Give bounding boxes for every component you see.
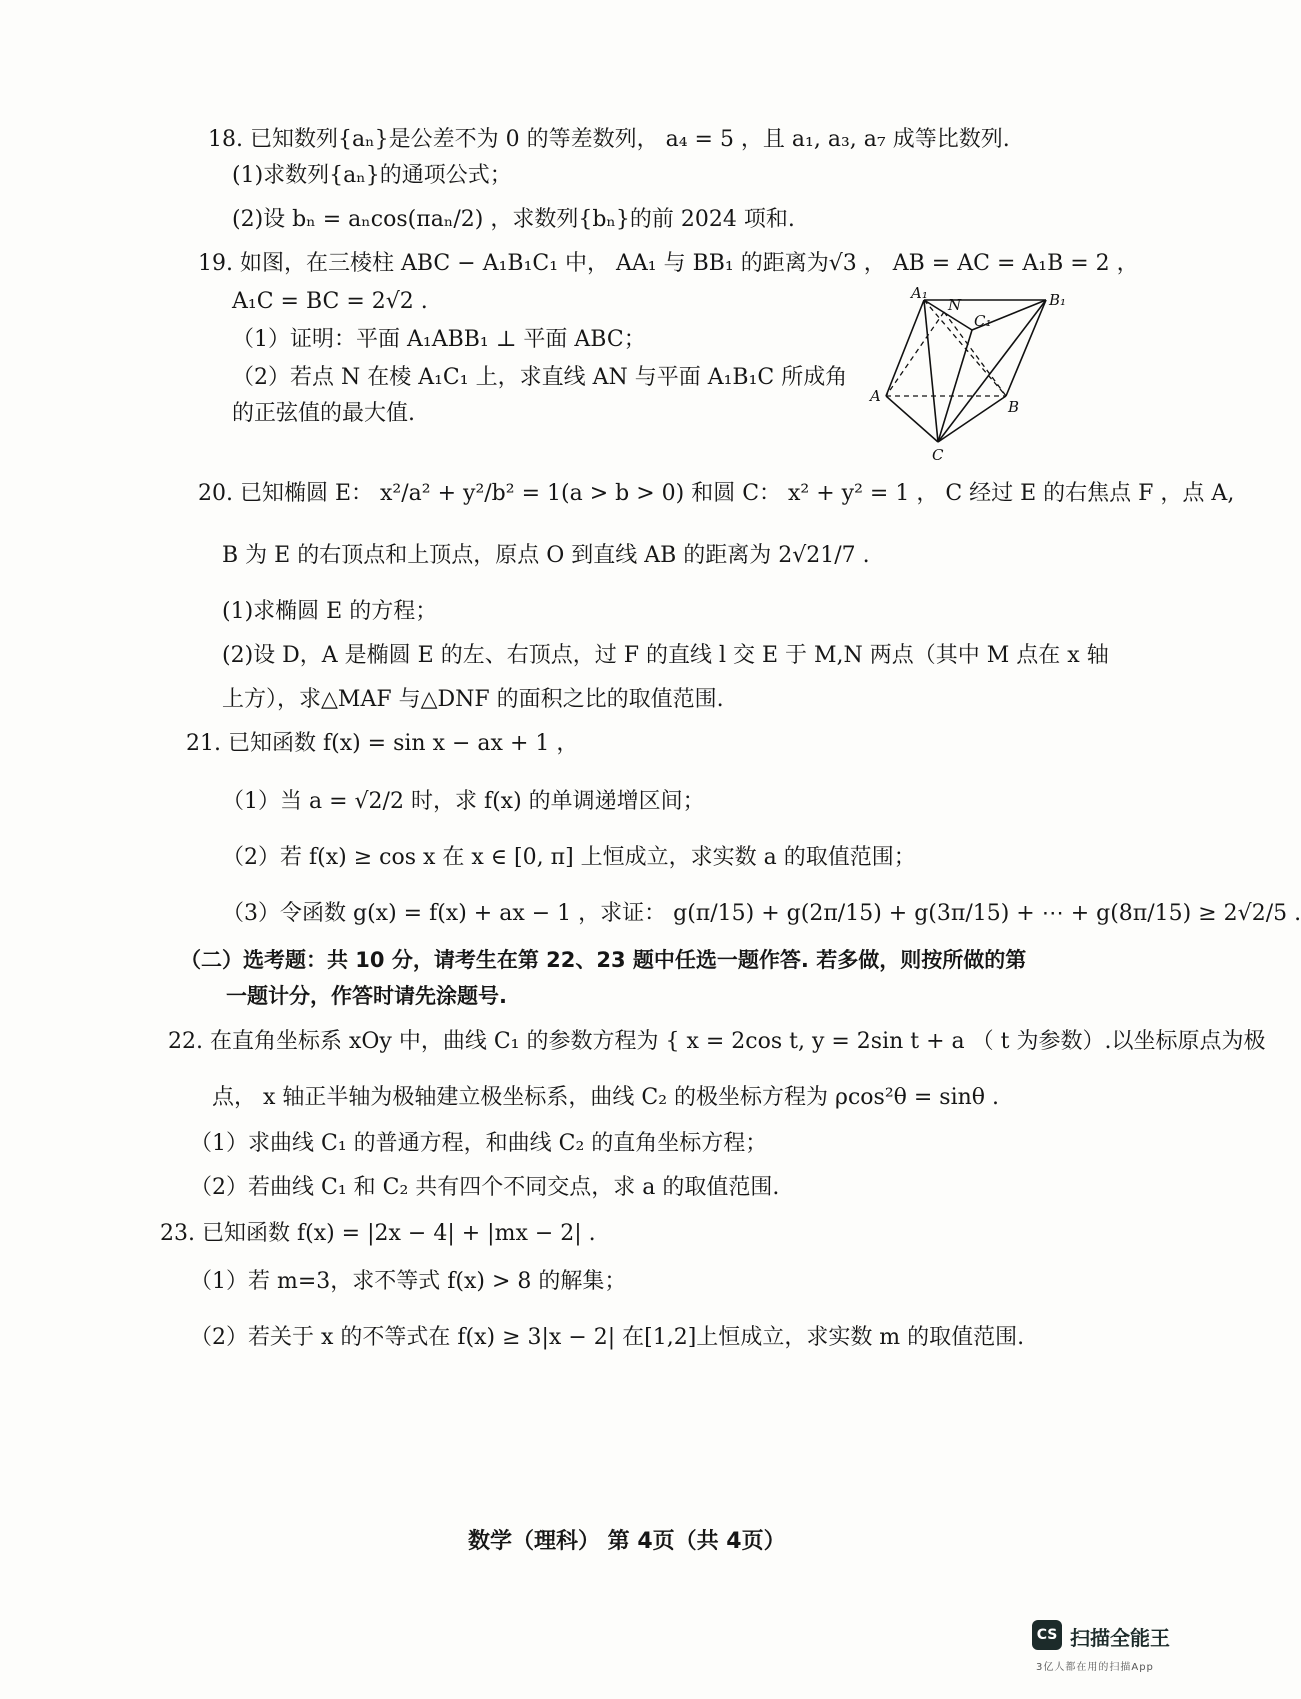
label-c1: C₁: [974, 312, 992, 330]
problem-19-part-1: （1）证明：平面 A₁ABB₁ ⊥ 平面 ABC；: [232, 327, 646, 352]
problem-19-stem: 19. 如图，在三棱柱 ABC − A₁B₁C₁ 中， AA₁ 与 BB₁ 的距离为√3 ， AB = AC = A₁B = 2 ，: [198, 251, 1139, 276]
label-b: B: [1008, 398, 1020, 416]
problem-20-stem: 20. 已知椭圆 E： x²/a² + y²/b² = 1(a > b > 0) 和圆 C： x² + y² = 1 ， C 经过 E 的右焦点 F ，点 A,: [198, 481, 1235, 506]
scanner-watermark: [1032, 1620, 1192, 1690]
scanner-tagline: 3亿人都在用的扫描App: [1036, 1662, 1154, 1673]
problem-23-part-2: （2）若关于 x 的不等式在 f(x) ≥ 3|x − 2| 在[1,2]上恒成立，求实数 m 的取值范围.: [190, 1325, 1025, 1350]
edge-a1c: [924, 300, 938, 442]
label-c: C: [932, 446, 944, 464]
label-b1: B₁: [1049, 291, 1067, 309]
problem-23-part-1: （1）若 m=3，求不等式 f(x) > 8 的解集；: [190, 1269, 627, 1294]
problem-19-stem-2: A₁C = BC = 2√2 .: [232, 289, 428, 314]
edge-c1c: [938, 330, 972, 442]
problem-18-part-1: (1)求数列{aₙ}的通项公式；: [232, 163, 512, 188]
label-a1: A₁: [911, 284, 928, 302]
problem-20-part-1: (1)求椭圆 E 的方程；: [222, 599, 438, 624]
edge-ac: [886, 396, 938, 442]
scanner-app-name: 扫描全能王: [1070, 1626, 1170, 1650]
problem-22-stem: 22. 在直角坐标系 xOy 中，曲线 C₁ 的参数方程为 { x = 2cos t, y = 2sin t + a （ t 为参数）.以坐标原点为极: [168, 1029, 1266, 1054]
problem-19-part-2a: （2）若点 N 在棱 A₁C₁ 上，求直线 AN 与平面 A₁B₁C 所成角: [232, 365, 848, 390]
section-2-heading: （二）选考题：共 10 分，请考生在第 22、23 题中任选一题作答. 若多做，则按所做的第: [180, 948, 1027, 972]
problem-20-part-2a: (2)设 D，A 是椭圆 E 的左、右顶点，过 F 的直线 l 交 E 于 M,N 两点（其中 M 点在 x 轴: [222, 643, 1109, 668]
problem-18-part-2: (2)设 bₙ = aₙcos(πaₙ/2) ，求数列{bₙ}的前 2024 项和.: [232, 207, 795, 232]
page-footer: 数学（理科） 第 4页（共 4页）: [468, 1529, 786, 1554]
problem-20-part-2b: 上方），求△MAF 与△DNF 的面积之比的取值范围.: [222, 687, 724, 712]
section-2-heading-2: 一题计分，作答时请先涂题号.: [226, 984, 507, 1008]
problem-22-part-2: （2）若曲线 C₁ 和 C₂ 共有四个不同交点，求 a 的取值范围.: [190, 1175, 780, 1200]
prism-figure: [856, 284, 1096, 490]
label-n: N: [948, 296, 962, 314]
problem-21-part-1: （1）当 a = √2/2 时，求 f(x) 的单调递增区间；: [222, 789, 705, 814]
edge-a1b-hidden: [924, 300, 1006, 396]
problem-18-stem: 18. 已知数列{aₙ}是公差不为 0 的等差数列， a₄ = 5 ，且 a₁, a₃, a₇ 成等比数列.: [208, 127, 1010, 152]
problem-20-stem-2: B 为 E 的右顶点和上顶点，原点 O 到直线 AB 的距离为 2√21/7 .: [222, 543, 870, 568]
label-a: A: [870, 387, 881, 405]
edge-cb: [938, 396, 1006, 442]
problem-22-part-1: （1）求曲线 C₁ 的普通方程，和曲线 C₂ 的直角坐标方程；: [190, 1131, 768, 1156]
problem-21-stem: 21. 已知函数 f(x) = sin x − ax + 1 ，: [186, 731, 579, 756]
edge-aa1: [886, 300, 924, 396]
problem-19-part-2b: 的正弦值的最大值.: [232, 401, 415, 426]
problem-23-stem: 23. 已知函数 f(x) = |2x − 4| + |mx − 2| .: [160, 1221, 596, 1246]
problem-21-part-3: （3）令函数 g(x) = f(x) + ax − 1 ，求证： g(π/15) + g(2π/15) + g(3π/15) + ⋯ + g(8π/15) ≥ 2√2/5 .: [222, 901, 1301, 926]
problem-21-part-2: （2）若 f(x) ≥ cos x 在 x ∈ [0, π] 上恒成立，求实数 a 的取值范围；: [222, 845, 916, 870]
problem-22-stem-2: 点， x 轴正半轴为极轴建立极坐标系，曲线 C₂ 的极坐标方程为 ρcos²θ = sinθ .: [212, 1085, 1000, 1110]
scanner-logo-icon: CS: [1032, 1620, 1062, 1650]
